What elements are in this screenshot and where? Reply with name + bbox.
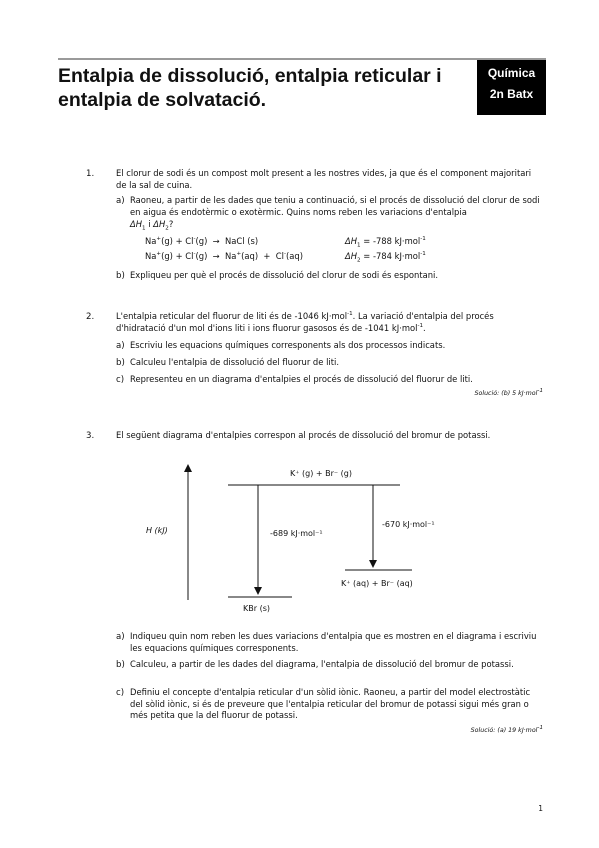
- page-number: 1: [538, 804, 543, 813]
- q1-a-label: a): [116, 196, 125, 206]
- q3-b-label: b): [116, 660, 125, 670]
- q3-b-text: Calculeu, a partir de les dades del diagrama, l'entalpia de dissolució del bromur de potassi.: [130, 659, 514, 669]
- q1-text: El clorur de sodi és un compost molt present a les nostres vides, ja que és el component majoritari de la sal de cuina.: [116, 168, 532, 190]
- eq2-na: Na: [145, 251, 157, 261]
- q3-a-text: Indiqueu quin nom reben les dues variacions d'entalpia que es mostren en el diagrama i escriviu les equacions químiques corresponents.: [130, 631, 537, 653]
- conj: i: [145, 219, 154, 229]
- q3-c-text: Definiu el concepte d'entalpia reticular d'un sòlid iònic. Raoneu, a partir del model electrostàtic del sòlid iònic, si és de preveure que l'entalpia reticular del bromur de potassi sigui més gran o més petita que la del fluorur de potassi.: [130, 687, 531, 720]
- solid-level-label: KBr (s): [243, 604, 270, 613]
- q3-c-label: c): [116, 688, 125, 698]
- q2-solution-text: Solució: (b) 5 kJ·mol: [474, 390, 538, 397]
- h-axis-label: H (kJ): [146, 526, 168, 535]
- q1-number: 1.: [86, 169, 95, 179]
- right-arrow-label: -670 kJ·mol⁻¹: [382, 520, 435, 529]
- q3-text: El següent diagrama d'entalpies correspon al procés de dissolució del bromur de potassi.: [116, 430, 491, 440]
- eq1-value: = -788 kJ·mol: [363, 236, 421, 246]
- left-arrow-label: -689 kJ·mol⁻¹: [270, 529, 323, 538]
- q1-eq1-lhs: Na+(g) + Cl-(g) → NaCl (s): [145, 236, 259, 246]
- q2-solution: Solució: (b) 5 kJ·mol$^{-1}$: [474, 387, 543, 397]
- q2-text: L'entalpia reticular del fluorur de liti és de -1046 kJ·mol$^{-1}$. La variació d'entalpia del procés d'hidratació d'un mol d'ions liti i ions fluorur gasosos és de -1041 kJ·mol$^{-1}$.: [116, 311, 494, 333]
- q2-number: 2.: [86, 312, 95, 322]
- q1-eq1-dh: $\Delta H_1 = -788$ kJ·mol$^{-1}$: [345, 236, 426, 249]
- subject-label: Química: [487, 66, 536, 80]
- eq1-product: NaCl (s): [225, 236, 259, 246]
- top-level-label: K⁺ (g) + Br⁻ (g): [290, 469, 352, 478]
- delta-h-symbol: ΔH: [130, 219, 143, 229]
- aq-level-label: K⁺ (aq) + Br⁻ (aq): [341, 579, 413, 588]
- eq2-product: Na: [225, 251, 237, 261]
- q2-a-label: a): [116, 341, 125, 351]
- q1-b-label: b): [116, 271, 125, 281]
- q3-solution-text: Solució: (a) 19 kJ·mol: [470, 727, 538, 734]
- q2-c-text: Representeu en un diagrama d'entalpies el procés de dissolució del fluorur de liti.: [130, 374, 473, 384]
- eq2-value: = -784 kJ·mol: [363, 251, 421, 261]
- q1-eq2-dh: $\Delta H_2 = -784$ kJ·mol$^{-1}$: [345, 251, 426, 264]
- eq1-na: Na: [145, 236, 157, 246]
- q2-c-label: c): [116, 375, 125, 385]
- page-title: Entalpia de dissolució, entalpia reticular i entalpia de solvatació.: [58, 65, 442, 111]
- q1-eq2-lhs: Na+(g) + Cl-(g) → Na+(aq) + Cl-(aq): [145, 251, 303, 261]
- q1-a-symbols: $\Delta H_1$ i $\Delta H_2$?: [130, 219, 174, 232]
- q1-b-text: Expliqueu per què el procés de dissolució del clorur de sodi és espontani.: [130, 270, 439, 280]
- q2-a-text: Escriviu les equacions químiques corresponents als dos processos indicats.: [130, 340, 446, 350]
- q3-solution: Solució: (a) 19 kJ·mol$^{-1}$: [470, 724, 543, 734]
- q3-number: 3.: [86, 431, 95, 441]
- question-mark: ?: [168, 219, 174, 229]
- q2-b-text: Calculeu l'entalpia de dissolució del fluorur de liti.: [130, 357, 339, 367]
- q2-b-label: b): [116, 358, 125, 368]
- q3-a-label: a): [116, 632, 125, 642]
- level-label: 2n Batx: [489, 87, 534, 101]
- delta-h-symbol: ΔH: [153, 219, 166, 229]
- q1-a-body: Raoneu, a partir de les dades que teniu a continuació, si el procés de dissolució del clorur de sodi en aigua és endotèrmic o exotèrmic. Quins noms reben les variacions d'entalpia: [130, 195, 540, 217]
